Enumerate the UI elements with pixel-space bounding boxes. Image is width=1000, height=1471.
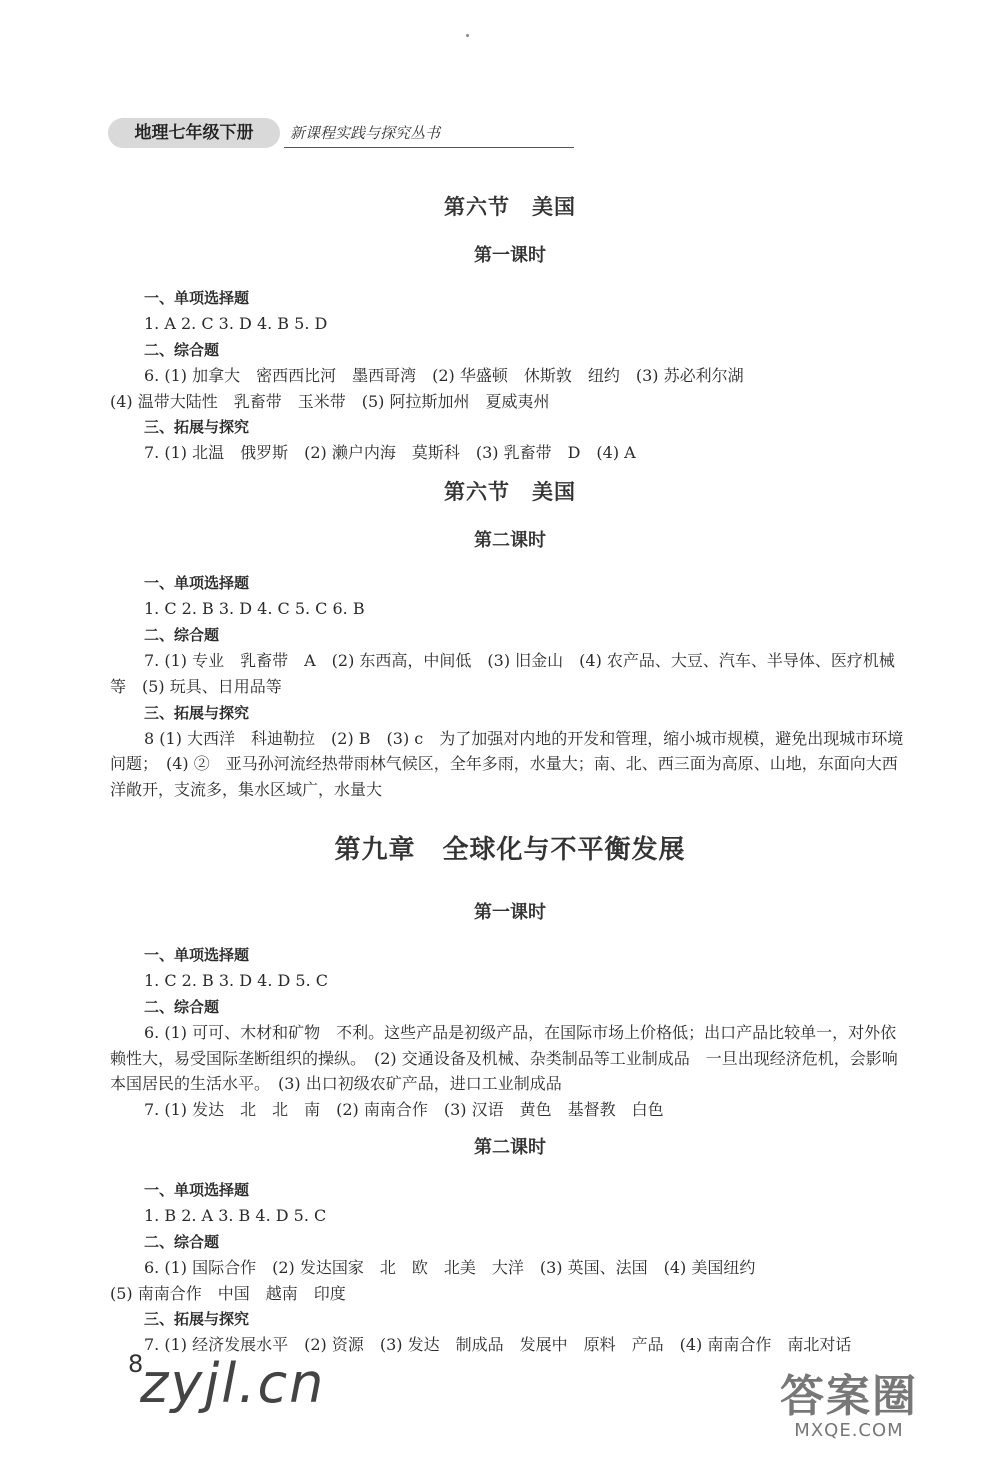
lesson-title: 第二课时 xyxy=(474,1136,546,1158)
answer-paragraph: 7. (1) 专业 乳畜带 A (2) 东西高，中间低 (3) 旧金山 (4) 农产品、大豆、汽车、半导体、医疗机械等 (5) 玩具、日用品等 xyxy=(110,650,895,696)
part-heading: 一、单项选择题 xyxy=(144,289,250,307)
watermark-right-url: MXQE.COM xyxy=(794,1420,904,1441)
lesson-title: 第一课时 xyxy=(474,245,546,266)
watermark-left: zyjl.cn xyxy=(140,1352,326,1415)
answer-paragraph: 6. (1) 可可、木材和矿物 不利。这些产品是初级产品，在国际市场上价格低；出口产品比较单一，对外依赖性大，易受国际垄断组织的操纵。 (2) 交通设备及机械、杂类制品等工业制成品 一旦出现经济危机，会影响本国居民的生活水平。 (3) 出口初级农矿产品，进口工业制成品 xyxy=(110,1022,898,1094)
answer-paragraph: 7. (1) 经济发展水平 (2) 资源 (3) 发达 制成品 发展中 原料 产品 (4) 南南合作 南北对话 xyxy=(144,1335,852,1355)
part-heading: 三、拓展与探究 xyxy=(144,703,250,722)
lesson-title: 第二课时 xyxy=(474,530,546,552)
page-header xyxy=(108,118,468,150)
answer-paragraph: 8 (1) 大西洋 科迪勒拉 (2) B (3) c 为了加强对内地的开发和管理，缩小城市规模，避免出现城市环境问题； (4) ② 亚马孙河流经热带雨林气候区，全年多雨，水量大；南、北、西三面为高原、山地，东面向大西洋敞开，支流多，集水区域广，水量大 xyxy=(110,728,904,800)
answer-content xyxy=(110,185,910,1358)
part-heading: 一、单项选择题 xyxy=(144,945,250,964)
part-heading: 三、拓展与探究 xyxy=(144,1310,250,1329)
scan-speck xyxy=(466,34,469,37)
part-heading: 一、单项选择题 xyxy=(144,574,250,593)
watermark-right xyxy=(780,1360,918,1441)
answer-line: 6. (1) 国际合作 (2) 发达国家 北 欧 北美 大洋 (3) 英国、法国 (4) 美国纽约 xyxy=(144,1257,756,1277)
part-heading: 三、拓展与探究 xyxy=(144,418,250,437)
part-heading: 二、综合题 xyxy=(144,625,220,644)
part-heading: 一、单项选择题 xyxy=(144,1180,250,1199)
answer-line: 1. B 2. A 3. B 4. D 5. C xyxy=(144,1205,327,1225)
lesson-title: 第一课时 xyxy=(474,901,546,923)
section-title: 第六节 美国 xyxy=(444,480,576,505)
answer-line: 6. (1) 加拿大 密西西比河 墨西哥湾 (2) 华盛顿 休斯敦 纽约 (3) 苏必利尔湖 xyxy=(144,365,744,385)
answer-line: 7. (1) 发达 北 北 南 (2) 南南合作 (3) 汉语 黄色 基督教 白色 xyxy=(144,1100,664,1120)
watermark-right-logo: 答案圈 xyxy=(780,1371,918,1422)
page-number: 8 xyxy=(128,1350,144,1378)
series-title: 新课程实践与探究丛书 xyxy=(290,124,441,142)
answer-line: 1. A 2. C 3. D 4. B 5. D xyxy=(144,314,328,333)
answer-line: (4) 温带大陆性 乳畜带 玉米带 (5) 阿拉斯加州 夏威夷州 xyxy=(110,391,550,411)
answer-line: 7. (1) 北温 俄罗斯 (2) 濑户内海 莫斯科 (3) 乳畜带 D (4) A xyxy=(144,443,636,463)
header-rule xyxy=(284,147,574,148)
answer-line: 1. C 2. B 3. D 4. C 5. C 6. B xyxy=(144,599,365,619)
part-heading: 二、综合题 xyxy=(144,340,220,359)
part-heading: 二、综合题 xyxy=(144,1232,220,1251)
part-heading: 二、综合题 xyxy=(144,997,220,1016)
book-title-badge: 地理七年级下册 xyxy=(108,118,280,148)
answer-line: (5) 南南合作 中国 越南 印度 xyxy=(110,1283,346,1303)
section-title: 第六节 美国 xyxy=(444,195,576,219)
answer-line: 1. C 2. B 3. D 4. D 5. C xyxy=(144,970,328,990)
chapter-title: 第九章 全球化与不平衡发展 xyxy=(334,834,686,865)
